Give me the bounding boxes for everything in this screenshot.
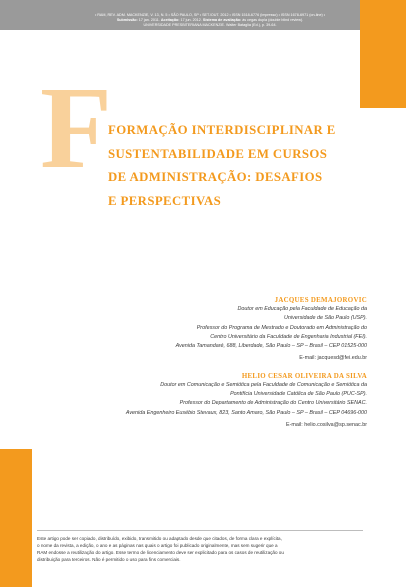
review-system-value: às cegas dupla (double blind review).	[241, 18, 304, 23]
side-accent-bar	[0, 449, 32, 587]
author-block	[70, 296, 367, 364]
license-line: Este artigo pode ser copiado, distribuído, exibido, transmitido ou adaptado desde que citados, de forma clara e explícita,	[37, 536, 282, 541]
submission-label: Submissão:	[116, 18, 138, 23]
license-line: o nome da revista, a edição, o ano e as páginas nas quais o artigo foi publicado originalmente, mas sem sugerir que a	[37, 543, 278, 548]
author-affiliation-line: Doutor em Comunicação e Semiótica pela Faculdade de Comunicação e Semiótica da	[160, 381, 367, 388]
article-title	[108, 119, 378, 213]
author-block	[70, 372, 367, 430]
authors-section	[70, 296, 367, 438]
acceptance-date: 17 jun. 2012.	[179, 18, 203, 23]
journal-citation-line: • RAM, REV. ADM. MACKENZIE, V. 13, N. 5 • SÃO PAULO, SP • SET./OUT. 2012 • ISSN 1518-6776 (impresso) • ISSN 1678-6971 (on-line) •	[94, 13, 326, 17]
author-email[interactable]: E-mail: jacquesd@fei.edu.br	[299, 355, 367, 362]
journal-metadata	[60, 13, 360, 29]
author-address-line: Avenida Engenheiro Eusébio Stevaux, 823, Santo Amaro, São Paulo – SP – Brasil – CEP 04696-000	[125, 409, 367, 416]
title-line: DE ADMINISTRAÇÃO: DESAFIOS	[108, 170, 323, 184]
author-name: JACQUES DEMAJOROVIC	[274, 297, 367, 304]
author-affiliation-line: Pontifícia Universidade Católica de São Paulo (PUC-SP).	[230, 391, 367, 398]
license-line: RAM endosse a reutilização do artigo. Esse termo de licenciamento deve ser explicitado para os casos de reutilização ou	[37, 550, 284, 555]
license-line: distribuição para terceiros. Não é permitido o uso para fins comerciais.	[37, 557, 181, 562]
author-affiliation-line: Professor do Programa de Mestrado e Doutorado em Administração do	[196, 324, 367, 331]
acceptance-label: Aceitação:	[160, 18, 180, 23]
license-notice	[37, 530, 363, 563]
title-line: E PERSPECTIVAS	[108, 193, 222, 208]
publisher-line: UNIVERSIDADE PRESBITERIANA MACKENZIE. Walter Bataglia (Ed.), p. 39-64.	[143, 23, 277, 28]
header-accent-block	[360, 0, 406, 108]
title-line: SUSTENTABILIDADE EM CURSOS	[108, 146, 328, 161]
decorative-initial: F	[40, 62, 113, 193]
author-affiliation-line: Professor do Departamento de Administração do Centro Universitário SENAC.	[179, 400, 367, 407]
review-system-label: Sistema de avaliação:	[202, 18, 242, 23]
author-affiliation-line: Universidade de São Paulo (USP).	[284, 315, 367, 322]
author-address-line: Avenida Tamandaré, 688, Liberdade, São Paulo – SP – Brasil – CEP 01525-000	[175, 343, 367, 350]
submission-date: 17 jan. 2011.	[137, 18, 161, 23]
title-line: FORMAÇÃO INTERDISCIPLINAR E	[108, 123, 336, 137]
author-affiliation-line: Doutor em Educação pela Faculdade de Educação da	[237, 306, 367, 312]
author-email[interactable]: E-mail: helio.cosilva@sp.senac.br	[286, 421, 367, 428]
author-name: HELIO CESAR OLIVEIRA DA SILVA	[241, 372, 367, 380]
author-affiliation-line: Centro Universitário da Faculdade de Engenharia Industrial (FEI).	[210, 333, 367, 340]
